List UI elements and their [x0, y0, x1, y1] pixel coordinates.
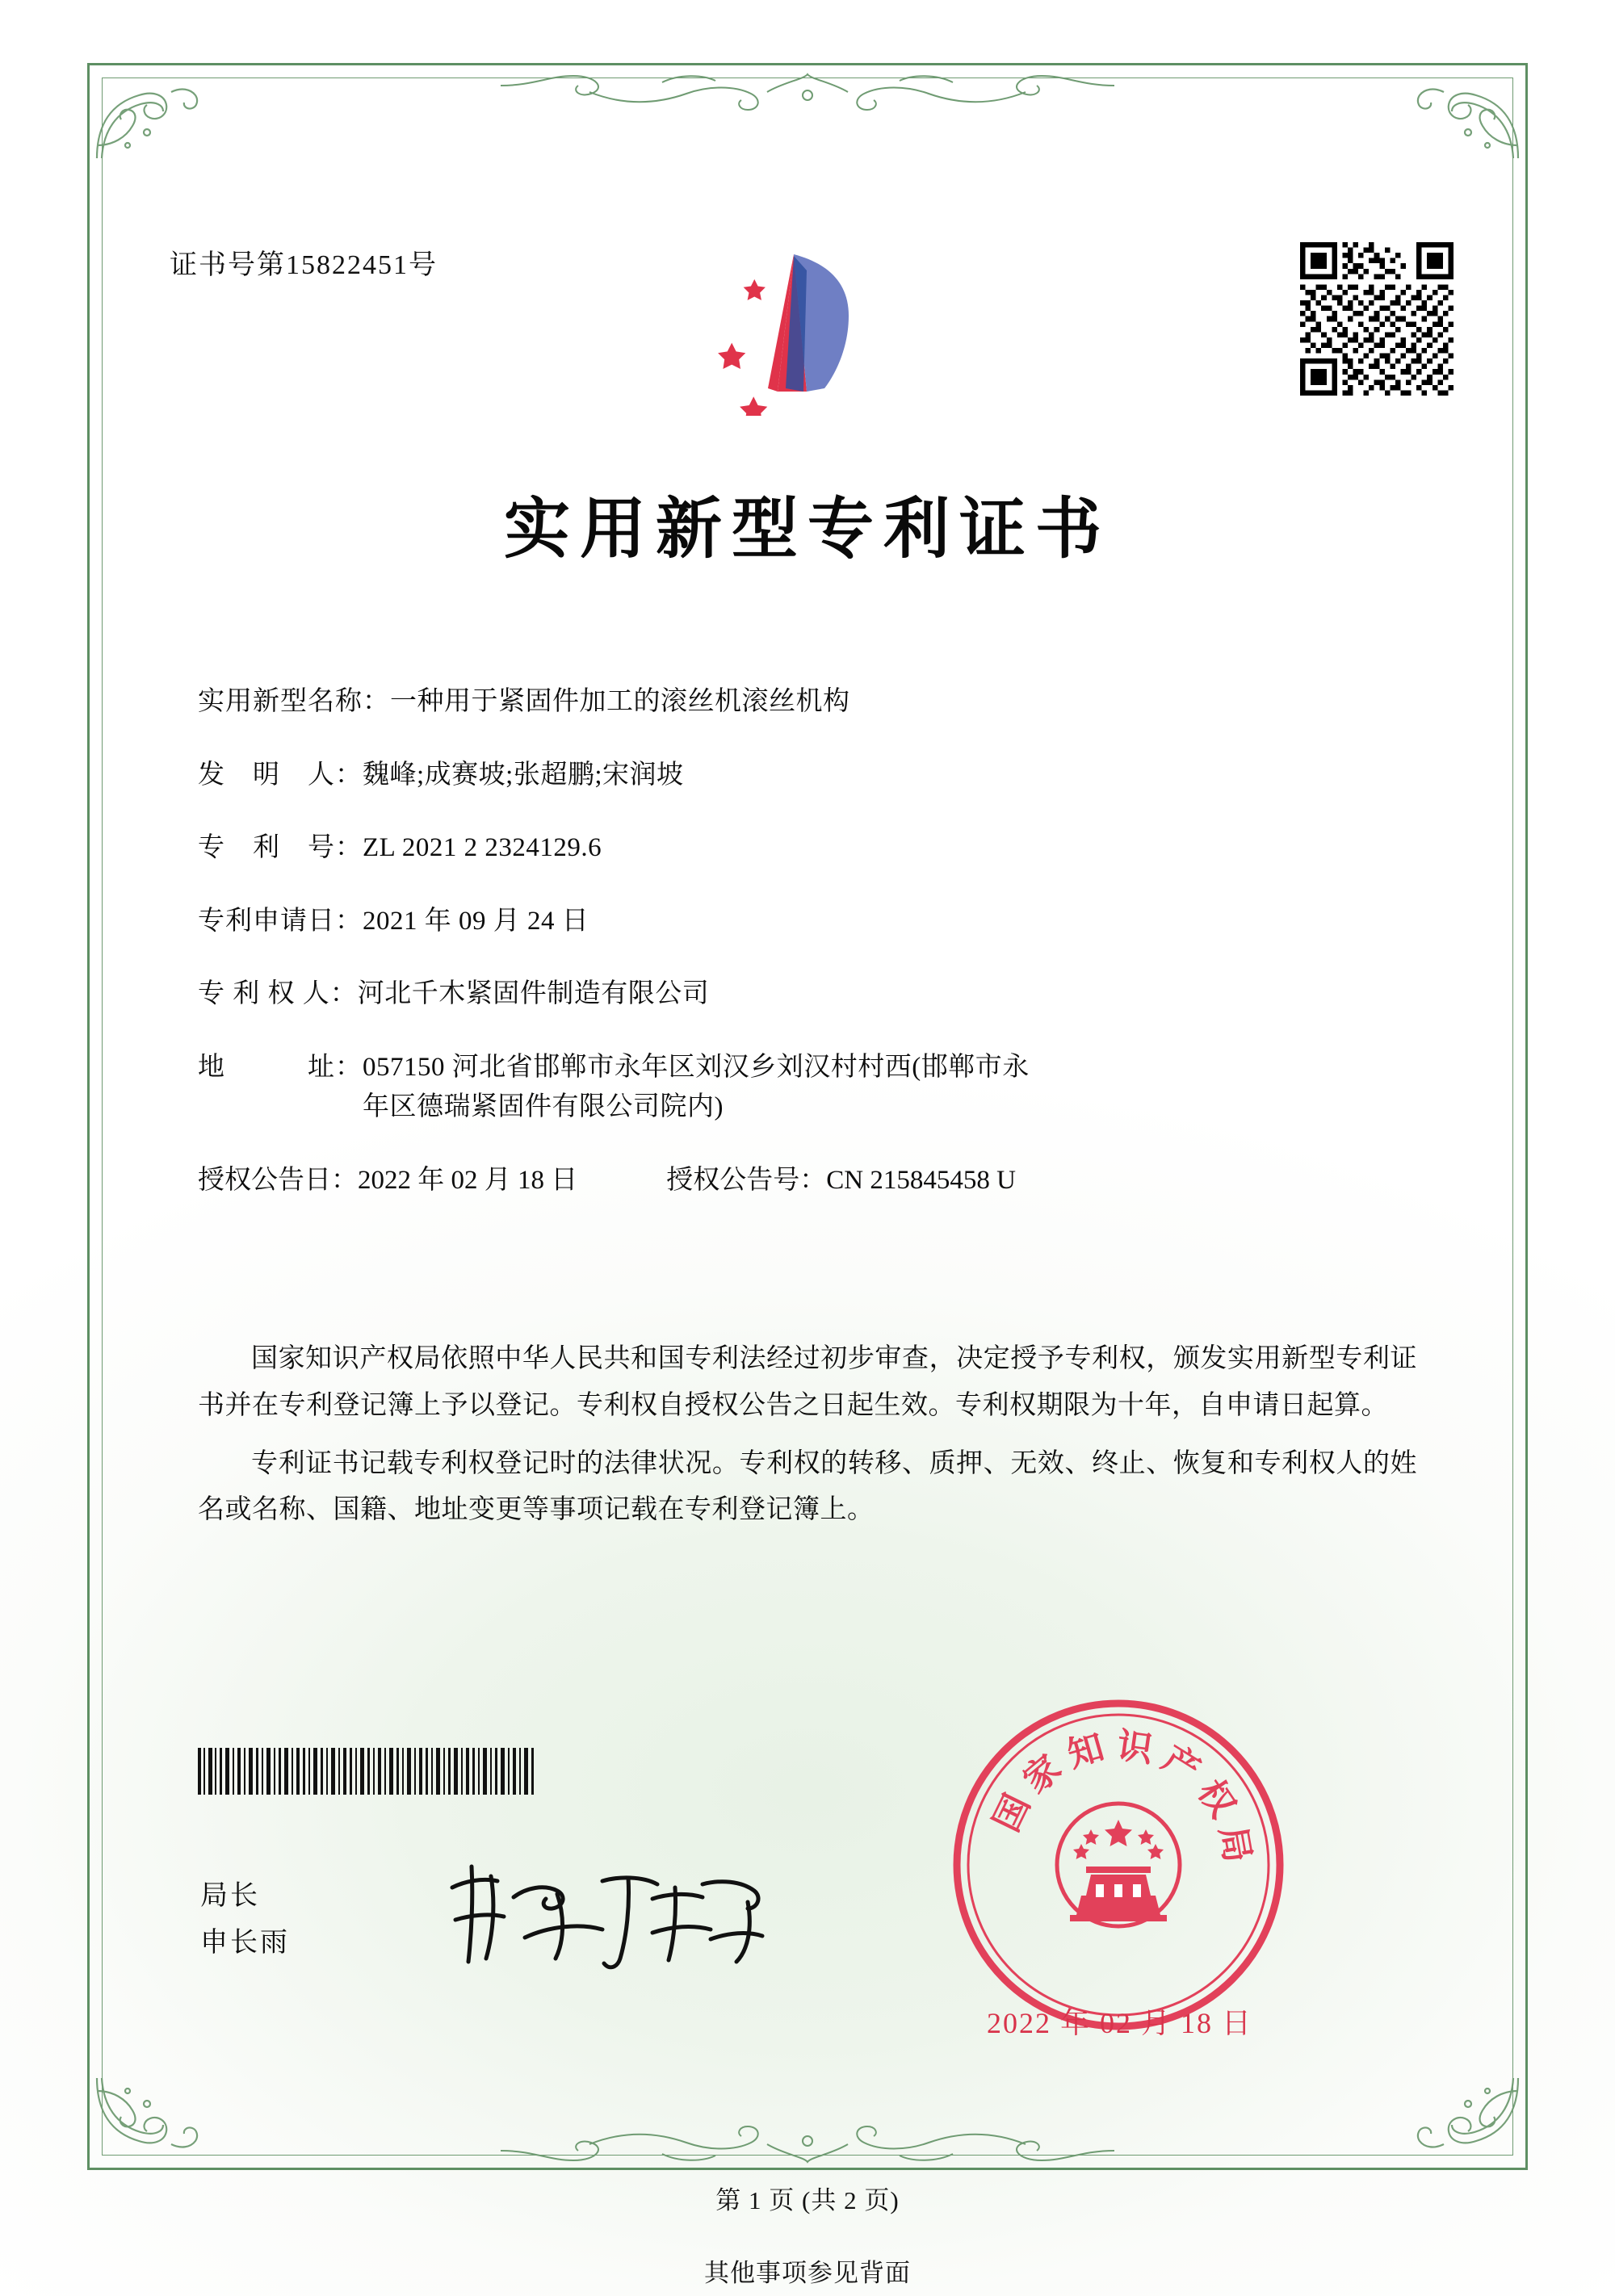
field-label: 发 明 人：: [198, 760, 363, 790]
svg-text:识: 识: [1114, 1725, 1156, 1770]
barcode: [198, 1748, 618, 1795]
top-scroll-ornament-icon: [501, 68, 1114, 128]
field-row-patentee: [198, 974, 1409, 1015]
corner-ornament-icon: [1412, 68, 1525, 165]
grant-date-value: 2022 年 02 月 18 日: [358, 1165, 578, 1195]
paragraph-grant-statement: 国家知识产权局依照中华人民共和国专利法经过初步审查，决定授予专利权，颁发实用新型专利证书并在专利登记簿上予以登记。专利权自授权公告之日起生效。专利权期限为十年，自申请日起算。: [198, 1344, 1417, 1420]
certificate-number: 证书号第15822451号: [170, 250, 438, 280]
director-name-label: 申长雨: [200, 1927, 290, 1958]
back-side-note: 其他事项参见背面: [704, 2259, 911, 2287]
official-seal: [949, 1695, 1288, 2034]
field-value: 魏峰;成赛坡;张超鹏;宋润坡: [363, 760, 684, 790]
grant-date-label: 授权公告日：: [198, 1165, 358, 1195]
corner-ornament-icon: [90, 2072, 203, 2168]
field-label: 地 址：: [198, 1052, 363, 1082]
field-row-address: [198, 1048, 1409, 1128]
field-value: 一种用于紧固件加工的滚丝机滚丝机构: [390, 687, 850, 716]
field-value: 河北千木紧固件制造有限公司: [357, 979, 710, 1008]
signature-labels: [200, 1873, 290, 1967]
svg-text:家: 家: [1016, 1747, 1069, 1801]
svg-text:局: 局: [1212, 1823, 1258, 1866]
svg-text:权: 权: [1189, 1773, 1244, 1825]
corner-ornament-icon: [1412, 2072, 1525, 2168]
field-row-utility-model-name: [198, 682, 1409, 723]
paragraph-registry-statement: 专利证书记载专利权登记时的法律状况。专利权的转移、质押、无效、终止、恢复和专利权人的姓名或名称、国籍、地址变更等事项记载在专利登记簿上。: [198, 1448, 1417, 1525]
field-value-wrap: [363, 1048, 1409, 1128]
director-title-label: 局长: [200, 1881, 260, 1911]
field-label: 专 利 权 人：: [198, 979, 358, 1008]
grant-number-value: CN 215845458 U: [826, 1165, 1016, 1195]
grant-number-label: 授权公告号：: [666, 1165, 827, 1195]
field-row-grant: [198, 1161, 1409, 1201]
field-label: 实用新型名称：: [198, 687, 390, 716]
field-value-line2: 年区德瑞紧固件有限公司院内): [363, 1092, 724, 1121]
field-label: 专利申请日：: [198, 906, 363, 936]
handwritten-signature: [436, 1849, 775, 1978]
field-value: 2021 年 09 月 24 日: [363, 906, 589, 936]
fields-block: [198, 682, 1409, 1233]
svg-text:产: 产: [1155, 1738, 1207, 1791]
svg-text:国: 国: [986, 1788, 1038, 1838]
field-value: ZL 2021 2 2324129.6: [363, 833, 602, 862]
page-number: 第 1 页 (共 2 页): [715, 2186, 900, 2214]
bottom-scroll-ornament-icon: [501, 2109, 1114, 2168]
field-label: 专 利 号：: [198, 833, 363, 862]
field-value-line1: 057150 河北省邯郸市永年区刘汉乡刘汉村村西(邯郸市永: [363, 1052, 1030, 1082]
field-row-patent-number: [198, 828, 1409, 869]
svg-text:知: 知: [1063, 1727, 1109, 1775]
corner-ornament-icon: [90, 68, 203, 165]
seal-date: 2022 年 02 月 18 日: [987, 2007, 1253, 2039]
field-row-inventors: [198, 756, 1409, 796]
field-row-application-date: [198, 902, 1409, 942]
legal-text-block: [198, 1336, 1417, 1545]
page-title: 实用新型专利证书: [503, 492, 1111, 566]
cnipa-logo-icon: [682, 238, 900, 416]
qr-code: [1300, 242, 1454, 396]
